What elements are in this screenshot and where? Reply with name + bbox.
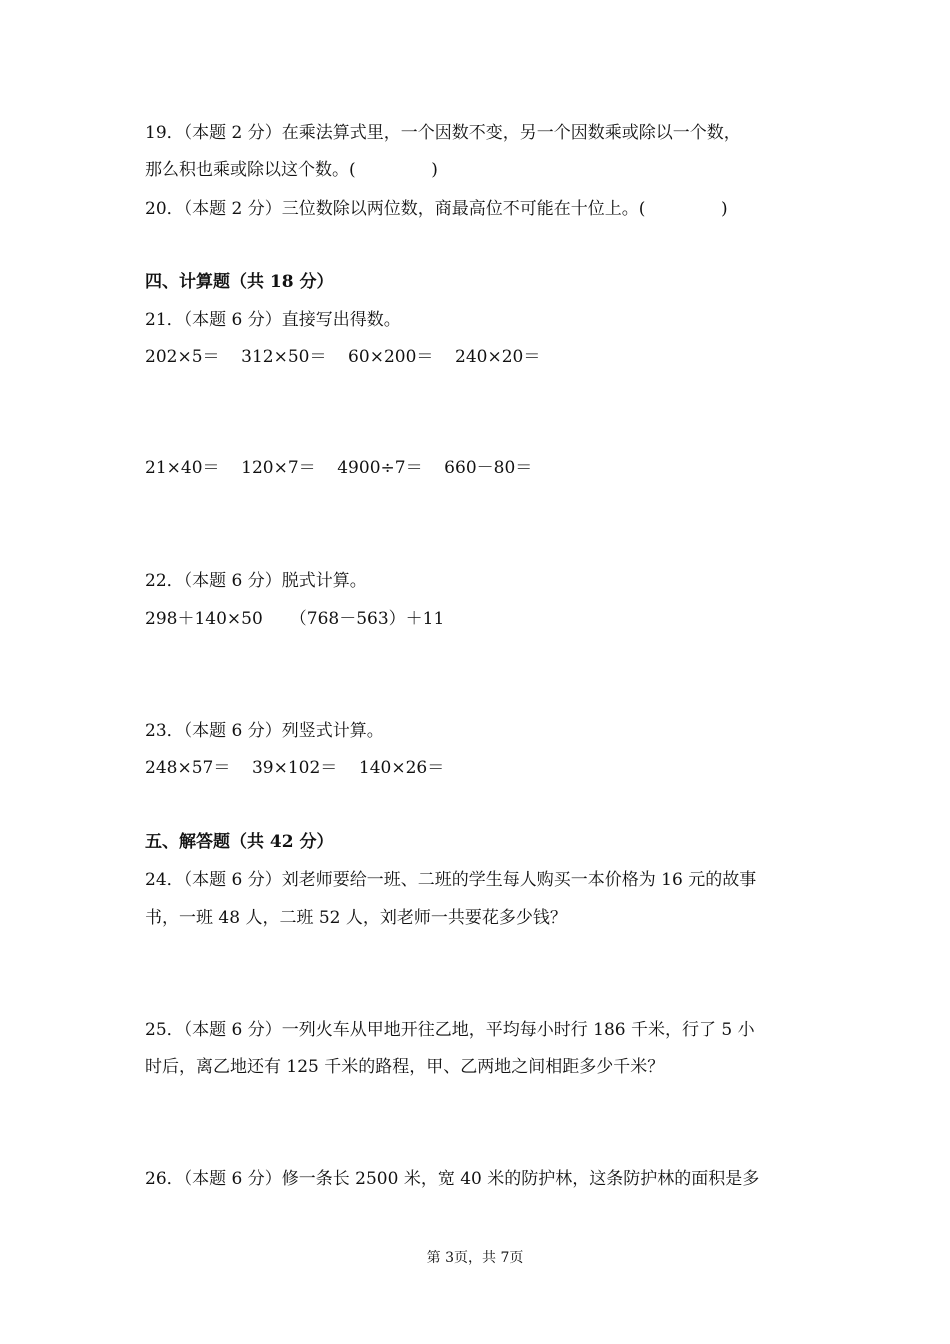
question-23: 23．（本题 6 分）列竖式计算。 [145,721,384,741]
question-20: 20．（本题 2 分）三位数除以两位数，商最高位不可能在十位上。( ) [145,199,728,219]
question-21: 21．（本题 6 分）直接写出得数。 [145,310,401,330]
page-footer: 第 3页，共 7页 [426,1250,524,1266]
question-24-line-1: 24．（本题 6 分）刘老师要给一班、二班的学生每人购买一本价格为 16 元的故事 [145,870,757,890]
question-25-line-2: 时后，离乙地还有 125 千米的路程，甲、乙两地之间相距多少千米？ [145,1057,665,1077]
question-22: 22．（本题 6 分）脱式计算。 [145,571,367,591]
question-19-line-2: 那么积也乘或除以这个数。( ) [145,160,438,180]
question-23-row: 248×57＝ 39×102＝ 140×26＝ [145,758,445,778]
question-21-row-1: 202×5＝ 312×50＝ 60×200＝ 240×20＝ [145,347,541,367]
question-21-row-2: 21×40＝ 120×7＝ 4900÷7＝ 660－80＝ [145,458,533,478]
question-22-row: 298＋140×50 （768－563）＋11 [145,609,445,629]
section-4-heading: 四、计算题（共 18 分） [145,272,334,292]
question-24-line-2: 书，一班 48 人，二班 52 人，刘老师一共要花多少钱？ [145,908,567,928]
question-25-line-1: 25．（本题 6 分）一列火车从甲地开往乙地，平均每小时行 186 千米，行了 5 小 [145,1020,755,1040]
question-26-line-1: 26．（本题 6 分）修一条长 2500 米，宽 40 米的防护林，这条防护林的面积是多 [145,1169,760,1189]
section-5-heading: 五、解答题（共 42 分） [145,832,334,852]
question-19-line-1: 19．（本题 2 分）在乘法算式里，一个因数不变，另一个因数乘或除以一个数， [145,123,741,143]
